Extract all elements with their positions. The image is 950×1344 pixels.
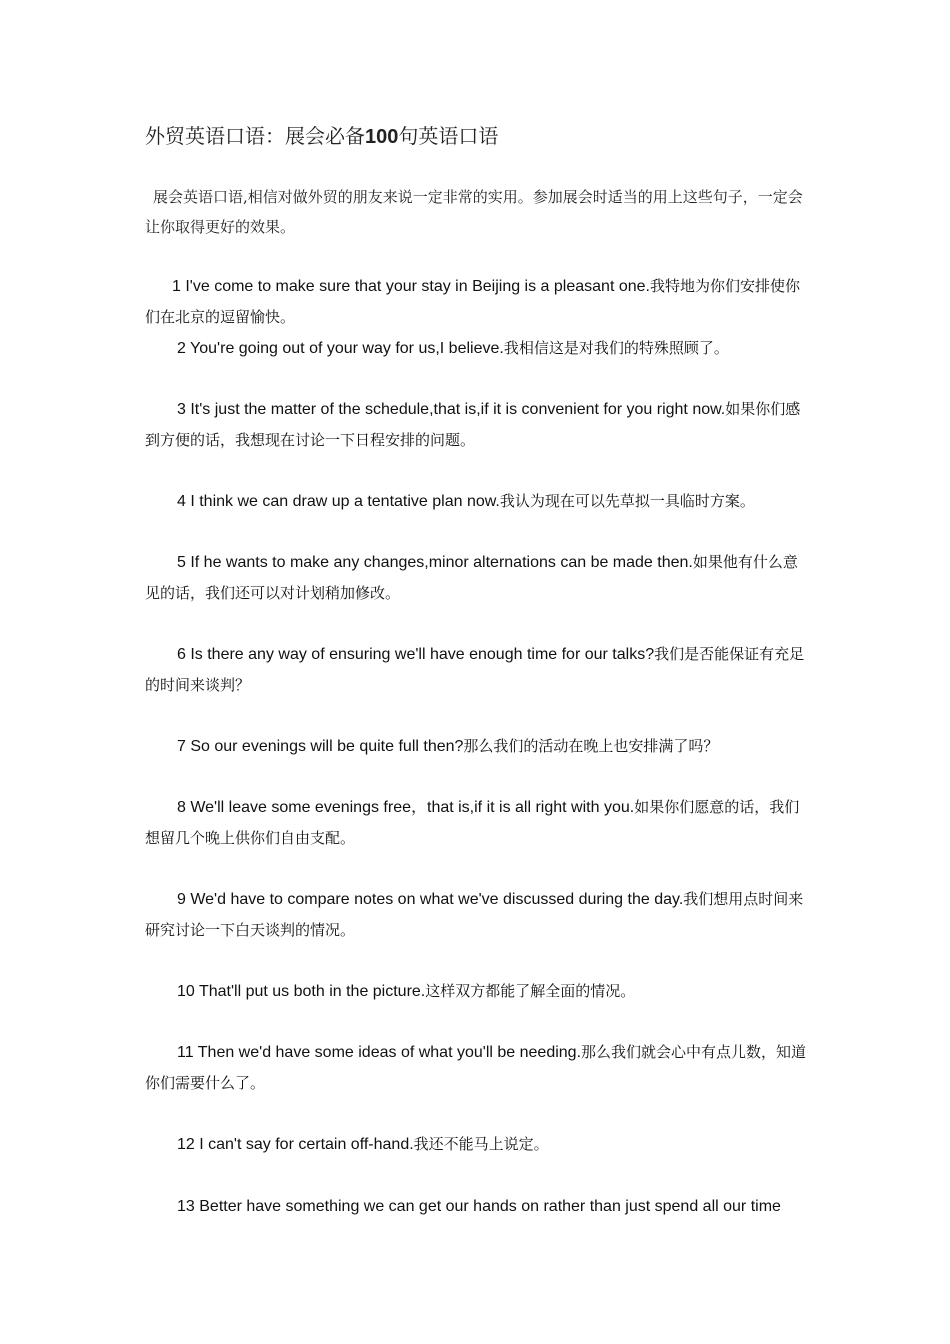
phrase-english: 11 Then we'd have some ideas of what you'll be needing.	[177, 1044, 582, 1061]
title-suffix: 句英语口语	[398, 124, 499, 148]
phrase-chinese: 如果他有什么意见的话，我们还可以对计划稍加修改。	[145, 553, 798, 602]
phrase-item	[145, 486, 810, 517]
phrase-chinese: 我认为现在可以先草拟一具临时方案。	[499, 492, 755, 510]
phrase-english: 12 I can't say for certain off-hand.	[177, 1136, 414, 1153]
phrase-chinese: 如果你们感到方便的话，我想现在讨论一下日程安排的问题。	[145, 400, 801, 449]
phrase-english: 9 We'd have to compare notes on what we've discussed during the day.	[177, 891, 684, 908]
phrase-english: 10 That'll put us both in the picture.	[177, 983, 426, 1000]
phrase-item	[145, 731, 810, 762]
phrase-chinese: 那么我们就会心中有点儿数，知道你们需要什么了。	[145, 1043, 807, 1092]
phrase-english: 3 It's just the matter of the schedule,that is,if it is convenient for you right now.	[177, 401, 726, 418]
phrase-chinese: 我相信这是对我们的特殊照顾了。	[503, 339, 729, 357]
phrase-chinese: 这样双方都能了解全面的情况。	[425, 982, 636, 1000]
phrase-item	[145, 547, 810, 609]
phrase-item	[145, 394, 810, 456]
phrase-english: 8 We'll leave some evenings free，that is,if it is all right with you.	[177, 799, 635, 816]
phrase-chinese: 我特地为你们安排使你们在北京的逗留愉快。	[145, 277, 800, 326]
phrase-chinese: 我们想用点时间来研究讨论一下白天谈判的情况。	[145, 890, 804, 939]
phrase-english: 4 I think we can draw up a tentative plan now.	[177, 493, 500, 510]
phrase-english: 6 Is there any way of ensuring we'll have enough time for our talks?	[177, 646, 655, 663]
phrase-english: 1 I've come to make sure that your stay in Beijing is a pleasant one.	[172, 278, 650, 295]
phrase-english: 13 Better have something we can get our hands on rather than just spend all our time	[177, 1198, 781, 1215]
phrase-item	[145, 976, 810, 1007]
phrase-english: 7 So our evenings will be quite full then?	[177, 738, 464, 755]
phrase-item	[145, 271, 810, 333]
phrase-item	[145, 792, 810, 854]
phrase-chinese: 我还不能马上说定。	[413, 1135, 549, 1153]
page-title	[145, 120, 845, 149]
phrase-chinese: 我们是否能保证有充足的时间来谈判？	[145, 645, 805, 694]
phrase-item	[145, 884, 810, 946]
phrase-chinese: 如果你们愿意的话，我们想留几个晚上供你们自由支配。	[145, 798, 800, 847]
phrase-english: 2 You're going out of your way for us,I believe.	[177, 340, 504, 357]
title-prefix: 外贸英语口语：展会必备	[145, 124, 365, 148]
phrase-chinese: 那么我们的活动在晚上也安排满了吗？	[463, 737, 719, 755]
phrase-item	[145, 333, 810, 364]
title-number: 100	[365, 126, 399, 148]
phrase-english: 5 If he wants to make any changes,minor alternations can be made then.	[177, 554, 693, 571]
phrase-item	[145, 1037, 810, 1099]
phrase-item	[145, 639, 810, 701]
phrase-item	[145, 1129, 810, 1160]
phrase-item	[145, 1191, 810, 1222]
intro-paragraph: 展会英语口语,相信对做外贸的朋友来说一定非常的实用。参加展会时适当的用上这些句子，一定会让你取得更好的效果。	[145, 188, 803, 236]
